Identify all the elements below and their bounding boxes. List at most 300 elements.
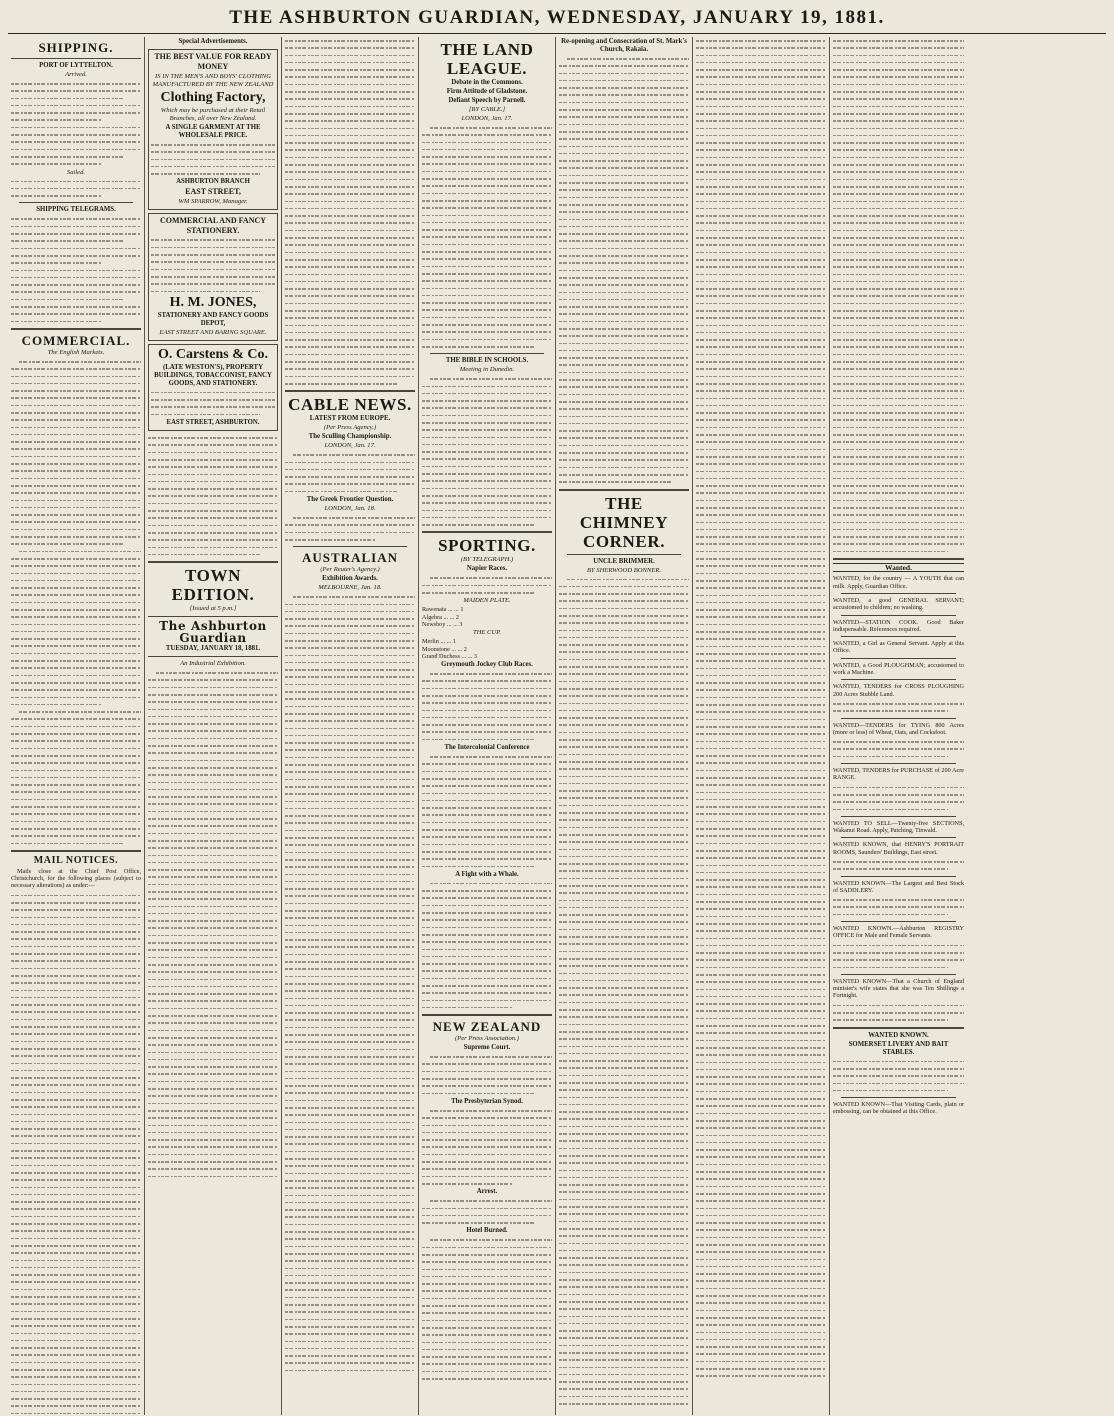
text-line (696, 1059, 826, 1066)
greek-heading: The Greek Frontier Question. (306, 496, 394, 504)
text-line (11, 1030, 141, 1037)
text-line (11, 431, 141, 438)
text-line (151, 156, 275, 163)
whale-heading: A Fight with a Whale. (455, 870, 519, 878)
text-line (11, 146, 141, 153)
text-line (148, 434, 278, 441)
text-line (696, 883, 826, 890)
text-line (285, 1352, 415, 1359)
telegrams-heading: SHIPPING TELEGRAMS. (36, 206, 116, 214)
text-line (422, 1068, 552, 1075)
text-line (285, 1250, 415, 1257)
text-line (422, 292, 552, 299)
hotel-heading: Hotel Burned. (466, 1227, 508, 1235)
text-line (696, 810, 826, 817)
text-line (559, 128, 689, 135)
text-line (422, 212, 552, 219)
text-line (285, 739, 415, 746)
text-line (11, 892, 141, 899)
text-line (285, 329, 415, 336)
text-line (559, 1247, 689, 1254)
text-line (833, 700, 964, 707)
text-line (559, 1364, 689, 1371)
text-line (559, 758, 689, 765)
text-line (11, 178, 141, 185)
text-line (11, 825, 141, 832)
text-line (559, 736, 689, 743)
wanted-ad: WANTED—TENDERS for TYING 800 Acres (more or less) of Wheat, Oats, and Cocksfoot. (833, 721, 964, 736)
text-line (285, 1221, 415, 1228)
text-line (696, 1212, 826, 1219)
text-line (696, 161, 826, 168)
text-line (285, 154, 415, 161)
text-line (559, 478, 689, 485)
text-line (833, 307, 964, 314)
text-line (11, 1103, 141, 1110)
text-line (285, 1046, 415, 1053)
jones-name: H. M. JONES, (169, 294, 257, 310)
text-line (285, 81, 415, 88)
text-line (285, 1345, 415, 1352)
text-line (422, 124, 552, 131)
text-line (559, 802, 689, 809)
text-line (559, 106, 689, 113)
text-line (833, 161, 964, 168)
text-line (559, 583, 689, 590)
text-line (696, 336, 826, 343)
text-line (833, 168, 964, 175)
text-line (696, 862, 826, 869)
text-line (11, 1184, 141, 1191)
mail-heading: MAIL NOTICES. (33, 854, 119, 866)
text-line (422, 139, 552, 146)
text-line (422, 1251, 552, 1258)
text-line (559, 237, 689, 244)
clothing-intro: IS IN THE MEN'S AND BOYS' CLOTHING MANUFACTURED BY THE NEW ZEALAND (152, 73, 274, 88)
text-line (559, 1079, 689, 1086)
text-line (422, 589, 552, 596)
text-line (148, 997, 278, 1004)
wanted-ad: WANTED, for the country — A YOUTH that can milk. Apply, Guardian Office. (833, 575, 964, 590)
text-line (559, 1028, 689, 1035)
text-line (285, 732, 415, 739)
text-line (696, 482, 826, 489)
text-line (559, 970, 689, 977)
text-line (559, 1137, 689, 1144)
text-line (148, 456, 278, 463)
text-line (559, 1130, 689, 1137)
ashburton-branch: ASHBURTON BRANCH (176, 178, 250, 186)
text-line (148, 1027, 278, 1034)
text-line (559, 955, 689, 962)
text-line (422, 1266, 552, 1273)
text-line (559, 230, 689, 237)
text-line (11, 1140, 141, 1147)
text-line (285, 480, 415, 487)
text-line (285, 307, 415, 314)
text-line (11, 914, 141, 921)
text-line (696, 1226, 826, 1233)
text-line (696, 723, 826, 730)
text-line (833, 526, 964, 533)
text-line (696, 1205, 826, 1212)
text-line (285, 1060, 415, 1067)
text-line (696, 1022, 826, 1029)
text-line (11, 1008, 141, 1015)
text-line (422, 574, 552, 581)
text-line (422, 811, 552, 818)
text-line (422, 1346, 552, 1353)
text-line (696, 986, 826, 993)
text-line (11, 788, 141, 795)
text-line (559, 1210, 689, 1217)
text-line (11, 230, 141, 237)
cable-news-heading: CABLE NEWS. (288, 395, 412, 415)
text-line (11, 840, 141, 847)
text-line (11, 245, 141, 252)
text-line (11, 1016, 141, 1023)
text-line (11, 759, 141, 766)
text-line (285, 300, 415, 307)
text-line (11, 215, 141, 222)
text-line (422, 1295, 552, 1302)
text-line (422, 826, 552, 833)
text-line (696, 840, 826, 847)
text-line (696, 905, 826, 912)
text-line (11, 387, 141, 394)
intercolonial-heading: The Intercolonial Conference (444, 744, 530, 752)
text-line (559, 999, 689, 1006)
text-line (11, 192, 141, 199)
text-line (11, 402, 141, 409)
text-line (285, 241, 415, 248)
text-line (422, 328, 552, 335)
text-line (285, 37, 415, 44)
divider (833, 1027, 964, 1029)
text-line (148, 822, 278, 829)
text-line (11, 1118, 141, 1125)
text-line (696, 679, 826, 686)
dunedin-heading: Meeting in Dunedin. (459, 366, 515, 374)
text-line (422, 314, 552, 321)
best-value-line: THE BEST VALUE FOR READY MONEY (154, 52, 272, 71)
text-line (696, 613, 826, 620)
wanted-heading: Wanted. (833, 563, 964, 572)
text-line (148, 478, 278, 485)
text-line (696, 555, 826, 562)
text-line (285, 1177, 415, 1184)
special-ads-heading: Special Advertisements. (178, 38, 248, 45)
text-line (559, 1152, 689, 1159)
text-line (559, 1393, 689, 1400)
carstens-name: O. Carstens & Co. (157, 346, 269, 362)
text-line (559, 361, 689, 368)
text-line (285, 761, 415, 768)
text-line (559, 55, 689, 62)
text-line (833, 300, 964, 307)
text-line (696, 577, 826, 584)
text-line (833, 903, 964, 910)
text-line (285, 212, 415, 219)
text-line (696, 825, 826, 832)
text-line (696, 562, 826, 569)
text-line (148, 1085, 278, 1092)
divider (422, 531, 552, 533)
text-line (148, 691, 278, 698)
text-line (422, 390, 552, 397)
text-line (559, 1072, 689, 1079)
text-line (148, 1173, 278, 1180)
text-line (11, 810, 141, 817)
text-line (696, 1270, 826, 1277)
text-line (696, 409, 826, 416)
text-line (148, 771, 278, 778)
race-result: Merlin ... ... 1 (422, 638, 456, 646)
text-line (559, 1203, 689, 1210)
text-line (833, 66, 964, 73)
text-line (11, 1395, 141, 1402)
text-line (559, 99, 689, 106)
text-line (833, 329, 964, 336)
text-line (285, 900, 415, 907)
text-line (148, 830, 278, 837)
text-line (285, 256, 415, 263)
text-line (148, 917, 278, 924)
text-line (285, 673, 415, 680)
text-line (11, 965, 141, 972)
text-line (11, 380, 141, 387)
text-line (559, 157, 689, 164)
text-line (285, 987, 415, 994)
text-line (11, 650, 141, 657)
text-line (559, 398, 689, 405)
text-line (11, 979, 141, 986)
text-line (11, 526, 141, 533)
town-edition: TOWN EDITION. (171, 566, 255, 605)
text-line (151, 170, 275, 177)
text-line (422, 521, 552, 528)
text-line (285, 973, 415, 980)
text-line (11, 570, 141, 577)
text-line (559, 612, 689, 619)
text-line (285, 622, 415, 629)
text-line (422, 848, 552, 855)
divider (841, 816, 956, 817)
text-line (696, 234, 826, 241)
text-line (285, 110, 415, 117)
text-line (422, 736, 552, 743)
text-line (148, 946, 278, 953)
text-line (696, 1175, 826, 1182)
text-line (285, 1016, 415, 1023)
text-line (696, 227, 826, 234)
text-line (11, 723, 141, 730)
text-line (422, 233, 552, 240)
text-line (559, 933, 689, 940)
text-line (285, 205, 415, 212)
text-line (285, 1308, 415, 1315)
text-line (11, 1067, 141, 1074)
text-line (833, 234, 964, 241)
text-line (833, 942, 964, 949)
text-line (696, 665, 826, 672)
text-line (148, 684, 278, 691)
text-line (285, 958, 415, 965)
text-line (11, 935, 141, 942)
text-line (833, 132, 964, 139)
text-line (696, 1102, 826, 1109)
text-line (696, 978, 826, 985)
text-line (11, 694, 141, 701)
text-line (285, 190, 415, 197)
text-line (422, 248, 552, 255)
text-line (833, 351, 964, 358)
text-line (696, 1263, 826, 1270)
text-line (285, 365, 415, 372)
text-line (422, 1219, 552, 1226)
text-line (696, 117, 826, 124)
text-line (696, 1015, 826, 1022)
text-line (833, 285, 964, 292)
text-line (11, 737, 141, 744)
text-line (696, 1241, 826, 1248)
text-line (696, 431, 826, 438)
text-line (11, 606, 141, 613)
divider (148, 616, 278, 617)
text-line (422, 397, 552, 404)
divider (11, 850, 141, 852)
text-line (833, 1087, 964, 1094)
text-line (696, 241, 826, 248)
text-line (285, 132, 415, 139)
text-line (833, 1016, 964, 1023)
text-line (833, 59, 964, 66)
text-line (833, 190, 964, 197)
wanted-ad: WANTED KNOWN.—Ashburton REGISTRY OFFICE for Male and Female Servants. (833, 925, 964, 940)
text-line (285, 1316, 415, 1323)
text-line (833, 271, 964, 278)
text-line (833, 336, 964, 343)
text-line (285, 710, 415, 717)
text-line (696, 453, 826, 460)
divider (841, 615, 956, 616)
exhibition-place: MELBOURNE, Jan. 18. (318, 584, 382, 592)
text-line (285, 66, 415, 73)
text-line (285, 521, 415, 528)
text-line (422, 1082, 552, 1089)
text-line (696, 832, 826, 839)
text-line (285, 249, 415, 256)
text-line (696, 1095, 826, 1102)
text-line (559, 347, 689, 354)
text-line (559, 605, 689, 612)
text-line (422, 692, 552, 699)
text-line (422, 434, 552, 441)
text-line (285, 117, 415, 124)
text-line (422, 441, 552, 448)
text-line (559, 1174, 689, 1181)
text-line (833, 402, 964, 409)
text-line (696, 891, 826, 898)
text-line (833, 964, 964, 971)
text-line (696, 781, 826, 788)
text-line (148, 910, 278, 917)
text-line (696, 570, 826, 577)
text-line (833, 198, 964, 205)
text-line (559, 471, 689, 478)
text-line (696, 1088, 826, 1095)
text-line (11, 950, 141, 957)
text-line (559, 164, 689, 171)
text-line (559, 904, 689, 911)
text-line (11, 1330, 141, 1337)
text-line (148, 544, 278, 551)
text-line (833, 212, 964, 219)
text-line (559, 194, 689, 201)
text-line (285, 1075, 415, 1082)
text-line (696, 1299, 826, 1306)
text-line (559, 1035, 689, 1042)
text-line (148, 1151, 278, 1158)
text-line (696, 387, 826, 394)
text-line (559, 70, 689, 77)
text-line (833, 395, 964, 402)
shipping-heading: SHIPPING. (38, 40, 114, 55)
text-line (285, 936, 415, 943)
maiden-plate: MAIDEN PLATE. (463, 597, 511, 605)
text-line (833, 475, 964, 482)
text-line (559, 663, 689, 670)
text-line (559, 984, 689, 991)
text-line (696, 1110, 826, 1117)
text-line (148, 1063, 278, 1070)
text-line (148, 786, 278, 793)
text-line (422, 131, 552, 138)
text-line (11, 460, 141, 467)
text-line (833, 791, 964, 798)
text-line (696, 1197, 826, 1204)
text-line (148, 852, 278, 859)
text-line (148, 551, 278, 558)
text-line (559, 721, 689, 728)
text-line (148, 1034, 278, 1041)
text-line (422, 1114, 552, 1121)
text-line (285, 907, 415, 914)
text-line (285, 263, 415, 270)
text-line (559, 325, 689, 332)
sparrow-manager: WM SPARROW, Manager. (178, 198, 248, 206)
text-line (422, 997, 552, 1004)
text-line (833, 489, 964, 496)
text-line (11, 1074, 141, 1081)
text-line (11, 1038, 141, 1045)
text-line (422, 841, 552, 848)
column-church (556, 37, 693, 1415)
text-line (285, 995, 415, 1002)
text-line (11, 453, 141, 460)
text-line (696, 271, 826, 278)
text-line (696, 745, 826, 752)
text-line (833, 533, 964, 540)
race-result: Algebra ... ... 2 (422, 613, 459, 621)
text-line (833, 784, 964, 791)
text-line (285, 1038, 415, 1045)
text-line (422, 775, 552, 782)
text-line (696, 81, 826, 88)
race-result: Rawenata ... ... 1 (422, 606, 464, 614)
text-line (559, 245, 689, 252)
text-line (285, 1265, 415, 1272)
